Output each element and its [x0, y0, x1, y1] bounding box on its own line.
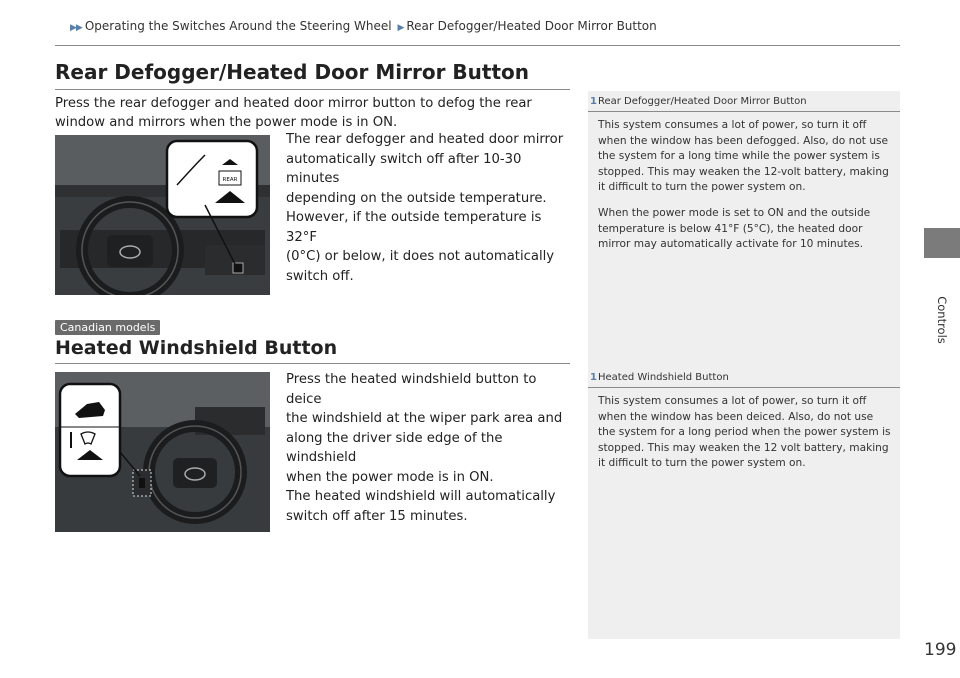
section-title-rear-defogger: Rear Defogger/Heated Door Mirror Button — [55, 60, 530, 84]
note-body: This system consumes a lot of power, so turn it off when the window has been deiced. Also, do not use the system for a long period when the power system is stopped. This may weaken the 12 volt battery, making it difficult to turn the power system on. — [598, 395, 891, 470]
rear-defogger-button-photo — [55, 135, 270, 295]
breadcrumb — [70, 19, 657, 33]
breadcrumb-item-current: Rear Defogger/Heated Door Mirror Button — [406, 19, 657, 33]
page-number: 199 — [924, 640, 957, 660]
canadian-models-badge: Canadian models — [55, 320, 160, 335]
breadcrumb-item[interactable]: Operating the Switches Around the Steering Wheel — [84, 19, 392, 33]
note-heated-windshield — [588, 372, 900, 472]
chapter-label: Controls — [935, 296, 949, 344]
reference-mark-icon: 1 — [590, 96, 597, 107]
chapter-tab[interactable] — [924, 228, 960, 258]
section-divider — [55, 89, 570, 90]
arrow-icon: ▶ — [397, 23, 404, 33]
heated-windshield-button-photo — [55, 372, 270, 532]
rear-defogger-description: The rear defogger and heated door mirror automatically switch off after 10-30 minutes depending on the outside temperature. However, if the outside temperature is 32°F (0°C) or below, it does not automatically switch off. — [286, 132, 564, 284]
note-body: This system consumes a lot of power, so turn it off when the window has been defogged. Also, do not use the system for a long time while the power system is stopped. This may weaken the 12-volt battery, making it difficult to turn the power system on. When the power mode is set to ON and the outside temperature is below 41°F (5°C), the heated door mirror may automatically activate for 10 minutes. — [598, 119, 889, 251]
double-arrow-icon: ▶▶ — [70, 23, 82, 33]
header-divider — [55, 45, 900, 46]
section-title-heated-windshield: Heated Windshield Button — [55, 337, 338, 359]
heated-windshield-description: Press the heated windshield button to deice the windshield at the wiper park area and along the driver side edge of the windshield when the power mode is in ON. The heated windshield will automatically switch off after 15 minutes. — [286, 372, 563, 524]
note-title: 1Heated Windshield Button — [590, 372, 729, 383]
note-rear-defogger — [588, 96, 900, 253]
rear-button-label: REAR — [222, 177, 238, 183]
section-divider — [55, 363, 570, 364]
note-title: 1Rear Defogger/Heated Door Mirror Button — [590, 96, 807, 107]
section-intro: Press the rear defogger and heated door mirror button to defog the rear window and mirrors when the power mode is in ON. — [55, 96, 532, 130]
reference-mark-icon: 1 — [590, 372, 597, 383]
